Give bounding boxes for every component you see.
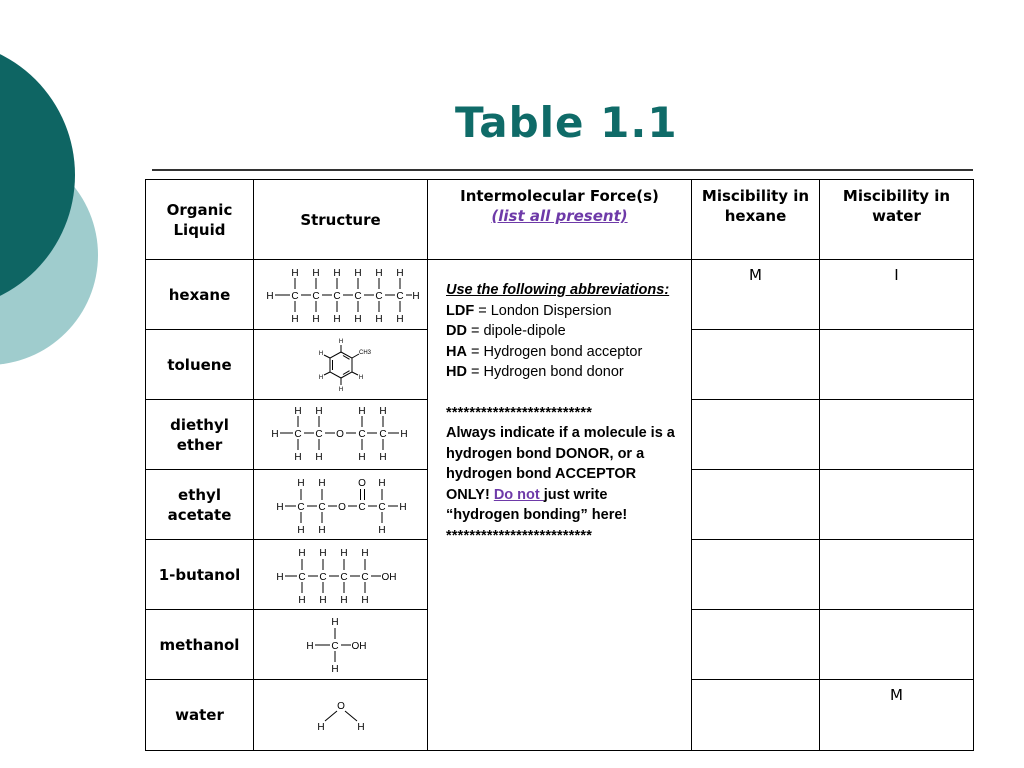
svg-text:H: H	[275, 501, 284, 513]
header-organic-liquid: Organic Liquid	[146, 180, 254, 260]
structure-1-butanol	[254, 540, 428, 610]
svg-text:H: H	[314, 451, 323, 463]
svg-text:H: H	[353, 313, 362, 325]
miscibility-water: I	[820, 260, 974, 330]
svg-text:C: C	[332, 290, 341, 302]
svg-text:O: O	[335, 428, 344, 440]
miscibility-hexane	[692, 610, 820, 680]
hexane-structure-image	[261, 262, 421, 328]
svg-text:H: H	[360, 594, 369, 606]
header-imf-subtitle: (list all present)	[491, 207, 628, 225]
svg-text:H: H	[265, 290, 274, 302]
svg-text:H: H	[377, 477, 386, 489]
svg-text:C: C	[395, 290, 404, 302]
miscibility-water	[820, 400, 974, 470]
svg-text:H: H	[297, 547, 306, 559]
svg-text:H: H	[378, 405, 387, 417]
svg-text:H: H	[311, 267, 320, 279]
svg-text:H: H	[311, 313, 320, 325]
svg-text:H: H	[360, 547, 369, 559]
svg-text:C: C	[317, 501, 326, 513]
svg-text:H: H	[270, 428, 279, 440]
miscibility-hexane: M	[692, 260, 820, 330]
svg-text:C: C	[311, 290, 320, 302]
svg-text:C: C	[314, 428, 323, 440]
svg-text:C: C	[377, 501, 386, 513]
svg-text:O: O	[336, 701, 345, 712]
svg-text:H: H	[317, 524, 326, 536]
water-structure-image	[301, 690, 381, 740]
header-imf-title: Intermolecular Force(s)	[460, 187, 659, 205]
ethyl-acetate-structure-image	[271, 474, 411, 536]
svg-text:H: H	[399, 428, 408, 440]
svg-text:H: H	[290, 267, 299, 279]
svg-text:H: H	[353, 267, 362, 279]
structure-toluene	[254, 330, 428, 400]
toluene-structure-image	[301, 334, 381, 396]
svg-text:C: C	[297, 571, 306, 583]
structure-water	[254, 680, 428, 751]
info-intro: Use the following abbreviations:	[446, 282, 670, 298]
svg-text:H: H	[398, 501, 407, 513]
structure-methanol	[254, 610, 428, 680]
info-dd: DD = dipole-dipole	[446, 323, 566, 339]
title-divider	[152, 169, 973, 171]
svg-text:H: H	[357, 451, 366, 463]
miscibility-hexane	[692, 330, 820, 400]
miscibility-water	[820, 540, 974, 610]
svg-text:C: C	[339, 571, 348, 583]
info-ha: HA = Hydrogen bond acceptor	[446, 343, 643, 360]
structure-diethyl-ether	[254, 400, 428, 470]
svg-text:C: C	[357, 501, 366, 513]
svg-text:H: H	[411, 290, 420, 302]
do-not-link[interactable]: Do not	[493, 486, 544, 503]
svg-text:H: H	[356, 722, 365, 733]
svg-text:H: H	[374, 267, 383, 279]
svg-text:H: H	[314, 405, 323, 417]
miscibility-water	[820, 330, 974, 400]
header-structure: Structure	[254, 180, 428, 260]
svg-text:CH3: CH3	[358, 349, 371, 356]
svg-text:H: H	[377, 524, 386, 536]
structure-ethyl-acetate	[254, 470, 428, 540]
svg-text:C: C	[353, 290, 362, 302]
data-table	[145, 179, 974, 751]
svg-text:H: H	[374, 313, 383, 325]
liquid-name: toluene	[146, 330, 254, 400]
svg-text:H: H	[293, 451, 302, 463]
liquid-name: 1-butanol	[146, 540, 254, 610]
decorative-circles	[0, 0, 110, 420]
svg-text:H: H	[318, 350, 323, 357]
liquid-name: water	[146, 680, 254, 751]
header-imf	[428, 180, 692, 260]
svg-text:OH: OH	[351, 640, 366, 652]
svg-text:C: C	[296, 501, 305, 513]
svg-text:H: H	[378, 451, 387, 463]
miscibility-hexane	[692, 470, 820, 540]
liquid-name: diethyl ether	[146, 400, 254, 470]
svg-text:H: H	[332, 267, 341, 279]
info-ldf: LDF = London Dispersion	[446, 302, 612, 319]
svg-text:H: H	[318, 594, 327, 606]
svg-text:C: C	[378, 428, 387, 440]
svg-text:C: C	[318, 571, 327, 583]
butanol-structure-image	[271, 544, 411, 606]
svg-text:H: H	[305, 640, 314, 652]
header-row	[146, 180, 974, 260]
svg-text:H: H	[358, 374, 363, 381]
svg-text:O: O	[337, 501, 346, 513]
liquid-name: hexane	[146, 260, 254, 330]
svg-text:H: H	[296, 477, 305, 489]
info-stars-top: *************************	[446, 404, 593, 421]
miscibility-water	[820, 610, 974, 680]
svg-text:H: H	[318, 547, 327, 559]
svg-text:C: C	[330, 640, 339, 652]
svg-text:C: C	[360, 571, 369, 583]
svg-text:C: C	[293, 428, 302, 440]
svg-text:H: H	[317, 477, 326, 489]
svg-text:H: H	[330, 663, 339, 675]
svg-text:H: H	[339, 594, 348, 606]
svg-text:O: O	[357, 477, 366, 489]
miscibility-hexane	[692, 680, 820, 751]
svg-text:H: H	[395, 313, 404, 325]
table-row	[146, 260, 974, 330]
svg-text:H: H	[332, 313, 341, 325]
miscibility-water: M	[820, 680, 974, 751]
header-misc-hexane: Miscibility in hexane	[692, 180, 820, 260]
svg-text:H: H	[339, 547, 348, 559]
svg-text:H: H	[297, 594, 306, 606]
miscibility-hexane	[692, 400, 820, 470]
svg-text:H: H	[395, 267, 404, 279]
structure-hexane	[254, 260, 428, 330]
miscibility-water	[820, 470, 974, 540]
svg-text:H: H	[296, 524, 305, 536]
svg-text:H: H	[338, 338, 343, 345]
info-stars-bottom: *************************	[446, 527, 593, 544]
page-title: Table 1.1	[455, 98, 678, 147]
diethyl-ether-structure-image	[266, 404, 416, 466]
methanol-structure-image	[301, 614, 381, 676]
info-hd: HD = Hydrogen bond donor	[446, 364, 624, 380]
svg-text:C: C	[357, 428, 366, 440]
liquid-name: ethyl acetate	[146, 470, 254, 540]
svg-text:H: H	[318, 374, 323, 381]
miscibility-hexane	[692, 540, 820, 610]
liquid-name: methanol	[146, 610, 254, 680]
svg-text:H: H	[338, 386, 343, 393]
svg-text:C: C	[290, 290, 299, 302]
info-note: Always indicate if a molecule is a hydrogen bond DONOR, or a hydrogen bond ACCEPTOR ONLY! Do not just write “hydrogen bonding” here!	[446, 425, 675, 523]
abbreviation-instructions	[428, 260, 692, 751]
svg-text:C: C	[374, 290, 383, 302]
header-misc-water: Miscibility in water	[820, 180, 974, 260]
svg-text:H: H	[275, 571, 284, 583]
svg-text:H: H	[290, 313, 299, 325]
svg-text:H: H	[316, 722, 325, 733]
svg-text:H: H	[293, 405, 302, 417]
svg-text:H: H	[330, 616, 339, 628]
svg-text:H: H	[357, 405, 366, 417]
svg-text:OH: OH	[381, 571, 396, 583]
